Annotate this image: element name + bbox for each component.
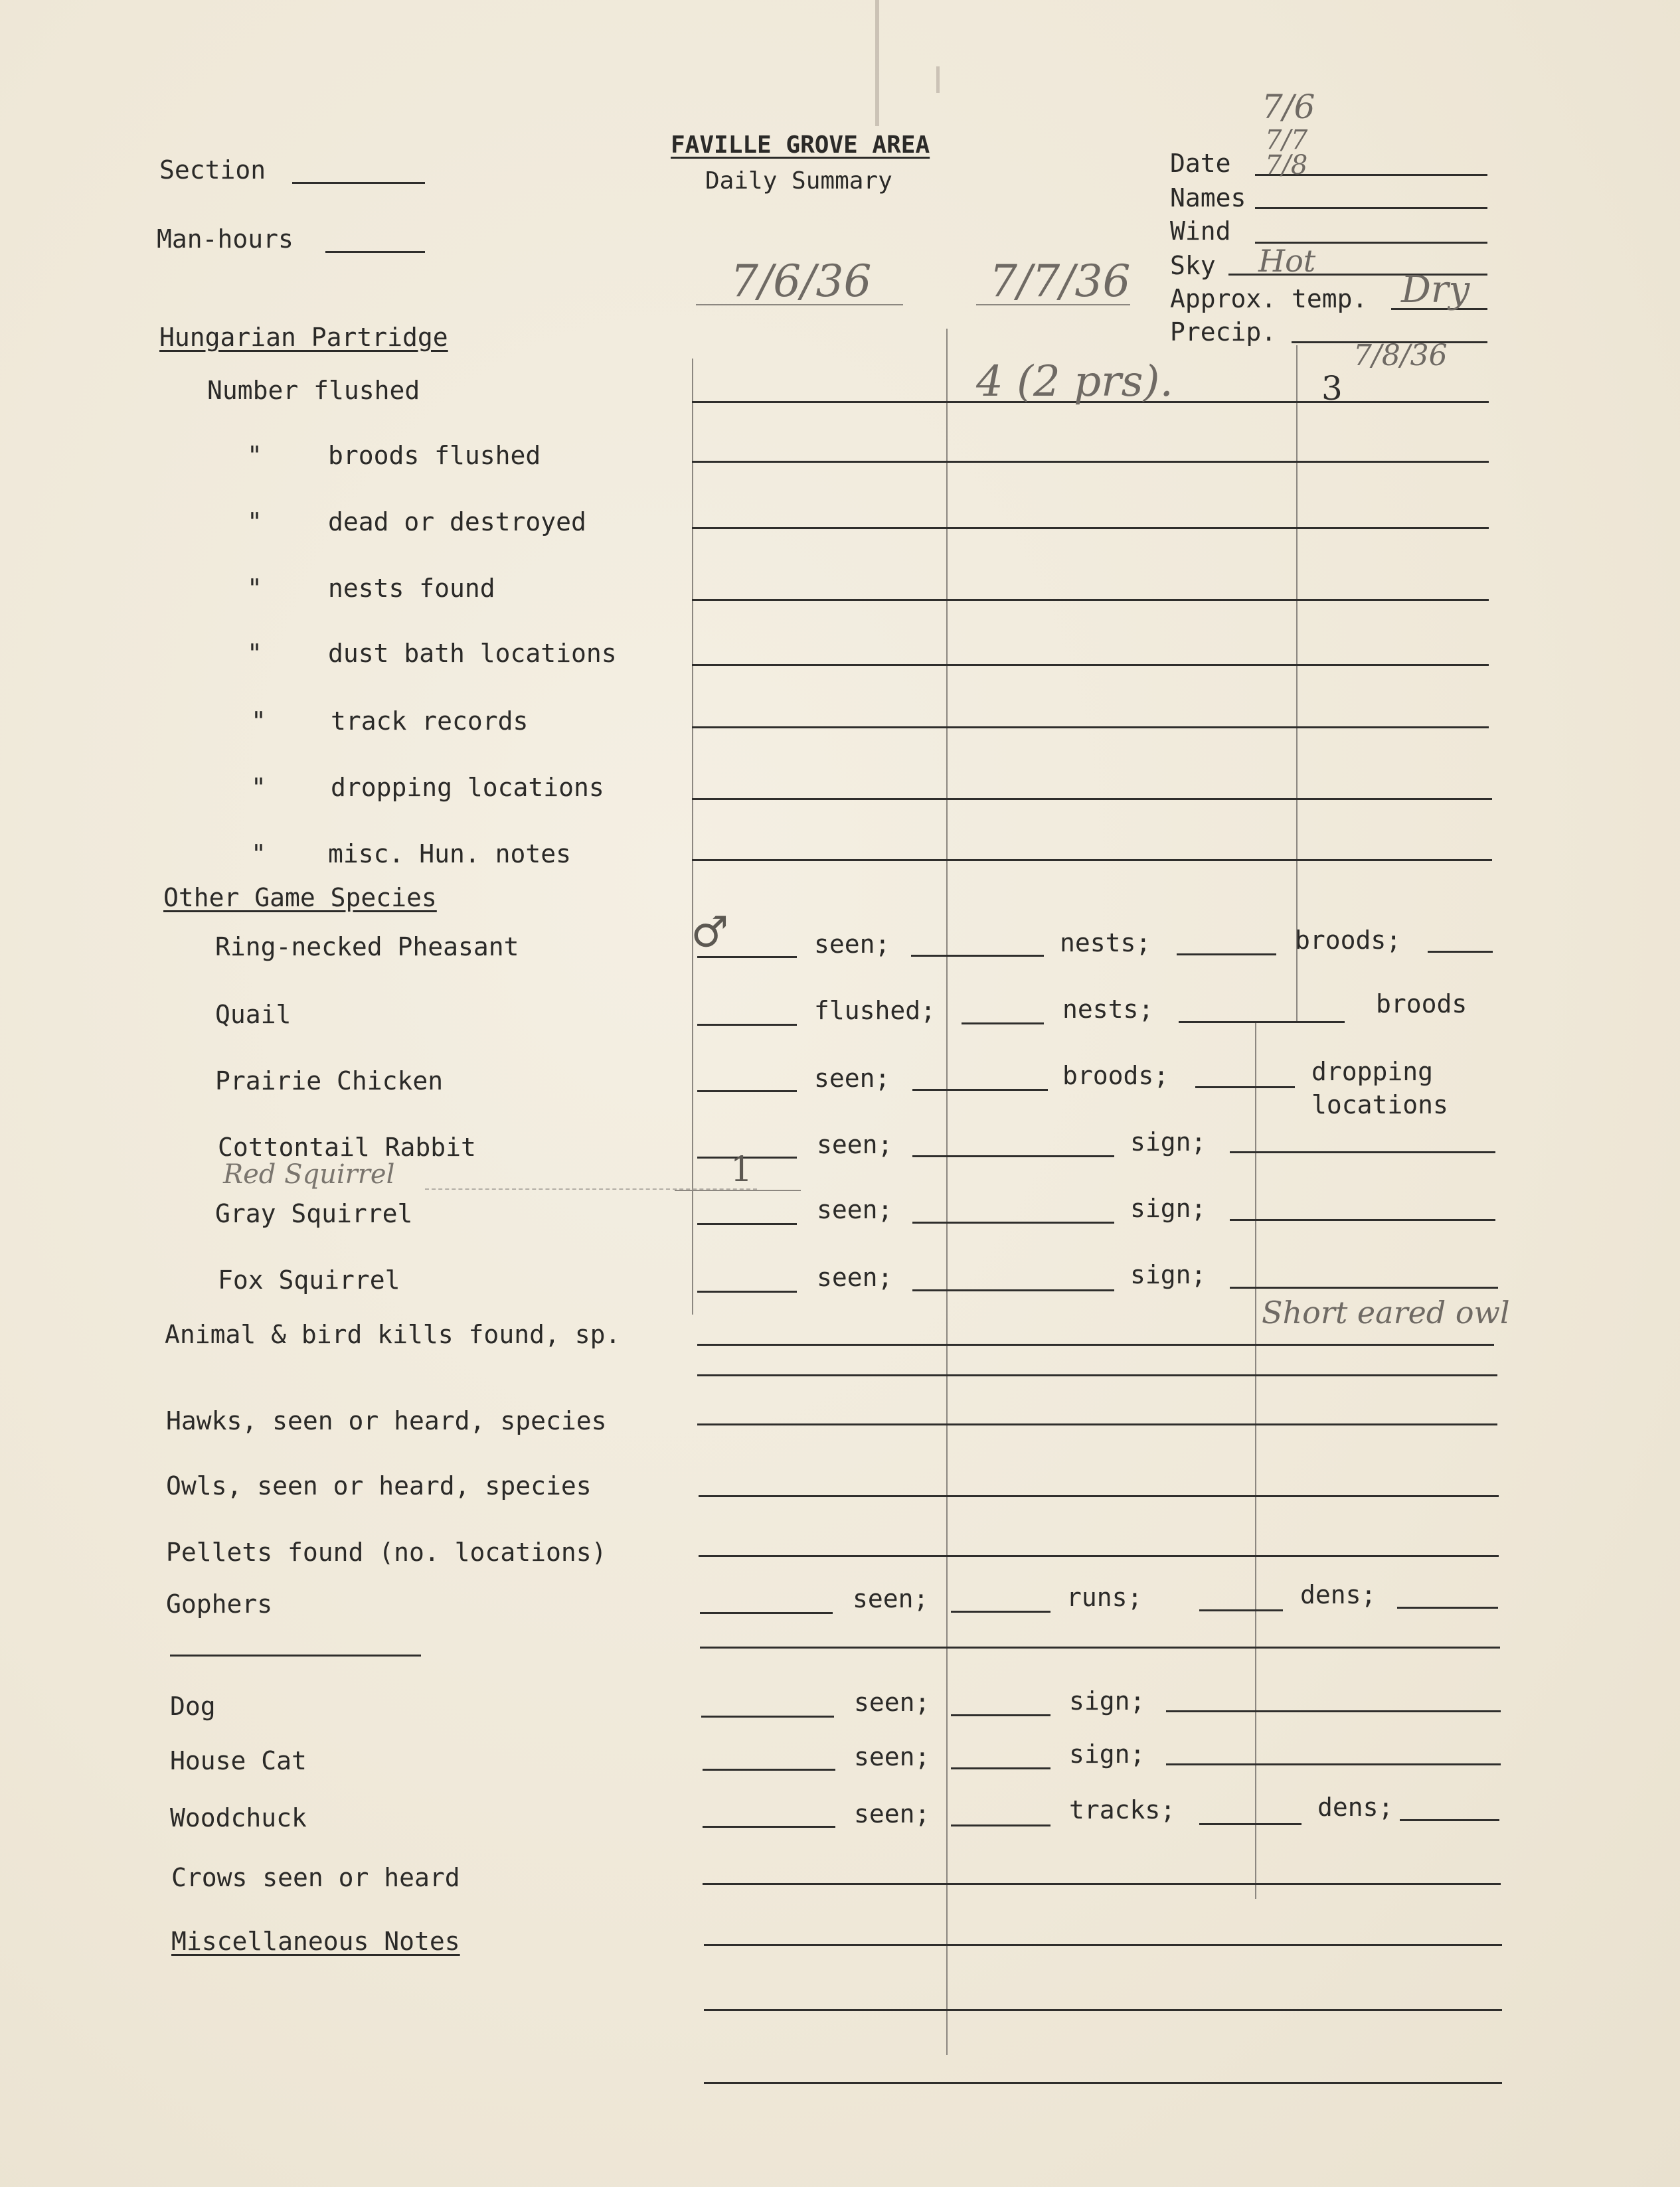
manhours-field[interactable] xyxy=(325,251,425,253)
quail-broods-field[interactable] xyxy=(1179,1021,1345,1023)
cat-sign-field[interactable] xyxy=(951,1767,1050,1769)
ditto-mark: " xyxy=(251,839,266,868)
hun-row-label: Number flushed xyxy=(207,376,420,405)
col-divider-2 xyxy=(946,329,948,2055)
fox-squirrel-sign-label: sign; xyxy=(1130,1260,1207,1289)
prairie-broods-field[interactable] xyxy=(912,1089,1048,1091)
gray-squirrel-seen-field[interactable] xyxy=(697,1223,797,1225)
hand-number-flushed-col3: 3 xyxy=(1321,369,1343,408)
hand-number-flushed-col2: 4 (2 prs). xyxy=(976,357,1173,406)
ditto-mark: " xyxy=(251,706,266,736)
names-label: Names xyxy=(1170,183,1246,212)
woodchuck-dens-label: dens; xyxy=(1317,1793,1394,1822)
quail-flushed-label: flushed; xyxy=(814,996,936,1025)
rabbit-sign-extra-field[interactable] xyxy=(1230,1151,1495,1153)
precip-label: Precip. xyxy=(1170,317,1277,347)
misc-notes-line[interactable] xyxy=(704,2082,1502,2084)
dog-seen-label: seen; xyxy=(854,1688,930,1717)
ditto-mark: " xyxy=(251,773,266,802)
hun-row-line[interactable] xyxy=(692,798,1492,800)
pheasant-nests-label: nests; xyxy=(1060,928,1151,957)
kills-line-2[interactable] xyxy=(697,1374,1497,1376)
col-divider-1 xyxy=(692,359,693,1315)
quail-label: Quail xyxy=(215,1000,292,1029)
quail-flushed-field[interactable] xyxy=(697,1024,797,1026)
hun-row-label: dropping locations xyxy=(331,773,604,802)
form-title: FAVILLE GROVE AREA xyxy=(671,131,930,159)
fox-squirrel-extra-field[interactable] xyxy=(1230,1287,1498,1289)
owls-line[interactable] xyxy=(699,1495,1499,1497)
hungarian-heading: Hungarian Partridge xyxy=(159,323,448,352)
pellets-line[interactable] xyxy=(699,1555,1499,1557)
paper-fold xyxy=(875,0,879,126)
gray-squirrel-label: Gray Squirrel xyxy=(215,1199,413,1228)
woodchuck-dens-field[interactable] xyxy=(1199,1823,1302,1825)
dog-sign-label: sign; xyxy=(1069,1686,1145,1716)
pheasant-seen-field[interactable] xyxy=(697,956,797,958)
ditto-mark: " xyxy=(247,639,262,668)
ditto-mark: " xyxy=(247,574,262,603)
kills-label: Animal & bird kills found, sp. xyxy=(165,1320,621,1349)
prairie-dropping-label: dropping xyxy=(1311,1057,1434,1086)
dog-extra-field[interactable] xyxy=(1166,1710,1501,1712)
hand-col2-date: 7/7/36 xyxy=(989,256,1131,307)
ditto-mark: " xyxy=(247,441,262,470)
woodchuck-tracks-field[interactable] xyxy=(951,1824,1050,1826)
cat-label: House Cat xyxy=(170,1746,307,1775)
gophers-seen-label: seen; xyxy=(853,1584,929,1613)
form-subtitle: Daily Summary xyxy=(705,167,892,195)
date-label: Date xyxy=(1170,149,1231,178)
gophers-extra-field[interactable] xyxy=(1397,1607,1498,1609)
gophers-dens-field[interactable] xyxy=(1199,1609,1283,1611)
woodchuck-extra-field[interactable] xyxy=(1400,1819,1499,1821)
dog-label: Dog xyxy=(170,1692,216,1721)
gray-squirrel-seen-label: seen; xyxy=(817,1195,893,1224)
owls-label: Owls, seen or heard, species xyxy=(166,1471,592,1500)
gophers-line-2[interactable] xyxy=(700,1647,1500,1649)
misc-notes-line[interactable] xyxy=(704,2009,1502,2011)
gray-squirrel-sign-label: sign; xyxy=(1130,1194,1207,1223)
section-label: Section xyxy=(159,155,266,185)
woodchuck-label: Woodchuck xyxy=(170,1803,307,1832)
hun-row-label: dead or destroyed xyxy=(328,507,586,536)
prairie-seen-field[interactable] xyxy=(697,1090,797,1092)
pheasant-nests-field[interactable] xyxy=(911,955,1044,957)
quail-nests-field[interactable] xyxy=(962,1022,1044,1024)
pheasant-broods-label: broods; xyxy=(1295,926,1402,955)
rabbit-seen-label: seen; xyxy=(817,1130,893,1159)
fox-squirrel-seen-field[interactable] xyxy=(697,1291,797,1293)
quail-nests-label: nests; xyxy=(1062,995,1154,1024)
rabbit-sign-field[interactable] xyxy=(912,1155,1114,1157)
dog-seen-field[interactable] xyxy=(701,1716,834,1718)
woodchuck-tracks-label: tracks; xyxy=(1069,1795,1176,1824)
hand-date-3: 7/8 xyxy=(1265,150,1308,181)
hand-date-1: 7/6 xyxy=(1262,88,1315,126)
fox-squirrel-label: Fox Squirrel xyxy=(218,1265,400,1295)
pheasant-broods-field[interactable] xyxy=(1177,953,1276,955)
hun-row-line[interactable] xyxy=(692,664,1489,666)
red-squirrel-count-line xyxy=(675,1190,801,1191)
cat-seen-field[interactable] xyxy=(703,1769,835,1771)
names-field[interactable] xyxy=(1255,207,1487,209)
cat-sign-label: sign; xyxy=(1069,1740,1145,1769)
paper-mark xyxy=(936,66,940,93)
cat-extra-field[interactable] xyxy=(1166,1763,1501,1765)
gophers-dens-label: dens; xyxy=(1300,1580,1377,1609)
kills-line[interactable] xyxy=(697,1344,1494,1346)
sky-label: Sky xyxy=(1170,251,1216,280)
col-divider-3a xyxy=(1296,345,1298,1022)
rabbit-label: Cottontail Rabbit xyxy=(218,1133,476,1162)
gophers-runs-field[interactable] xyxy=(951,1611,1050,1613)
hand-sky: Hot xyxy=(1258,243,1316,279)
gray-squirrel-extra-field[interactable] xyxy=(1230,1219,1495,1221)
temp-label: Approx. temp. xyxy=(1170,284,1368,313)
hawks-label: Hawks, seen or heard, species xyxy=(166,1406,607,1435)
prairie-broods-label: broods; xyxy=(1062,1061,1169,1090)
pheasant-extra-field[interactable] xyxy=(1428,951,1493,953)
col2-date-underline xyxy=(976,304,1130,305)
col1-date-underline xyxy=(696,304,903,305)
pellets-label: Pellets found (no. locations) xyxy=(166,1538,607,1567)
hand-red-squirrel-count: 1 xyxy=(730,1150,753,1190)
prairie-locations-label: locations xyxy=(1311,1090,1448,1119)
pheasant-seen-label: seen; xyxy=(814,930,890,959)
hand-temp: Dry xyxy=(1401,268,1470,311)
blank-species-field[interactable] xyxy=(170,1655,421,1657)
hun-row-label: dust bath locations xyxy=(328,639,617,668)
prairie-dropping-field[interactable] xyxy=(1195,1086,1295,1088)
hand-red-squirrel: Red Squirrel xyxy=(223,1159,395,1190)
hun-row-label: broods flushed xyxy=(328,441,541,470)
fox-squirrel-seen-label: seen; xyxy=(817,1263,893,1292)
col-divider-3b xyxy=(1255,1022,1256,1899)
manhours-label: Man-hours xyxy=(157,224,294,254)
misc-notes-heading: Miscellaneous Notes xyxy=(171,1927,460,1956)
gophers-runs-label: runs; xyxy=(1066,1583,1143,1612)
dog-sign-field[interactable] xyxy=(951,1714,1050,1716)
fox-squirrel-sign-field[interactable] xyxy=(912,1289,1114,1291)
section-field[interactable] xyxy=(292,182,425,184)
other-game-heading: Other Game Species xyxy=(163,883,437,912)
wind-label: Wind xyxy=(1170,216,1231,246)
hand-col3-date: 7/8/36 xyxy=(1353,339,1448,372)
hand-date-2: 7/7 xyxy=(1265,125,1308,155)
hand-col1-date: 7/6/36 xyxy=(730,256,872,307)
woodchuck-seen-field[interactable] xyxy=(703,1826,835,1828)
pheasant-label: Ring-necked Pheasant xyxy=(215,932,519,961)
hun-row-line[interactable] xyxy=(692,461,1489,463)
hand-kills-col3: Short eared owl xyxy=(1262,1295,1510,1331)
hun-row-label: track records xyxy=(331,706,529,736)
gophers-seen-field[interactable] xyxy=(700,1612,833,1614)
prairie-seen-label: seen; xyxy=(814,1064,890,1093)
rabbit-sign-label: sign; xyxy=(1130,1127,1207,1157)
hun-row-line[interactable] xyxy=(692,859,1492,861)
misc-notes-line[interactable] xyxy=(704,1944,1502,1946)
woodchuck-seen-label: seen; xyxy=(854,1799,930,1828)
ditto-mark: " xyxy=(247,507,262,536)
hun-row-line[interactable] xyxy=(692,527,1489,529)
hand-pheasant-male: ♂ xyxy=(691,908,729,957)
gray-squirrel-sign-field[interactable] xyxy=(912,1222,1114,1224)
quail-broods-label: broods xyxy=(1376,989,1468,1018)
hun-row-line[interactable] xyxy=(692,599,1489,601)
hun-row-label: nests found xyxy=(328,574,495,603)
gophers-label: Gophers xyxy=(166,1589,273,1619)
hawks-line[interactable] xyxy=(697,1423,1497,1425)
hun-row-line[interactable] xyxy=(692,726,1489,728)
prairie-label: Prairie Chicken xyxy=(215,1066,444,1095)
crows-line[interactable] xyxy=(703,1883,1501,1885)
crows-label: Crows seen or heard xyxy=(171,1863,460,1892)
hun-row-label: misc. Hun. notes xyxy=(328,839,572,868)
cat-seen-label: seen; xyxy=(854,1742,930,1771)
